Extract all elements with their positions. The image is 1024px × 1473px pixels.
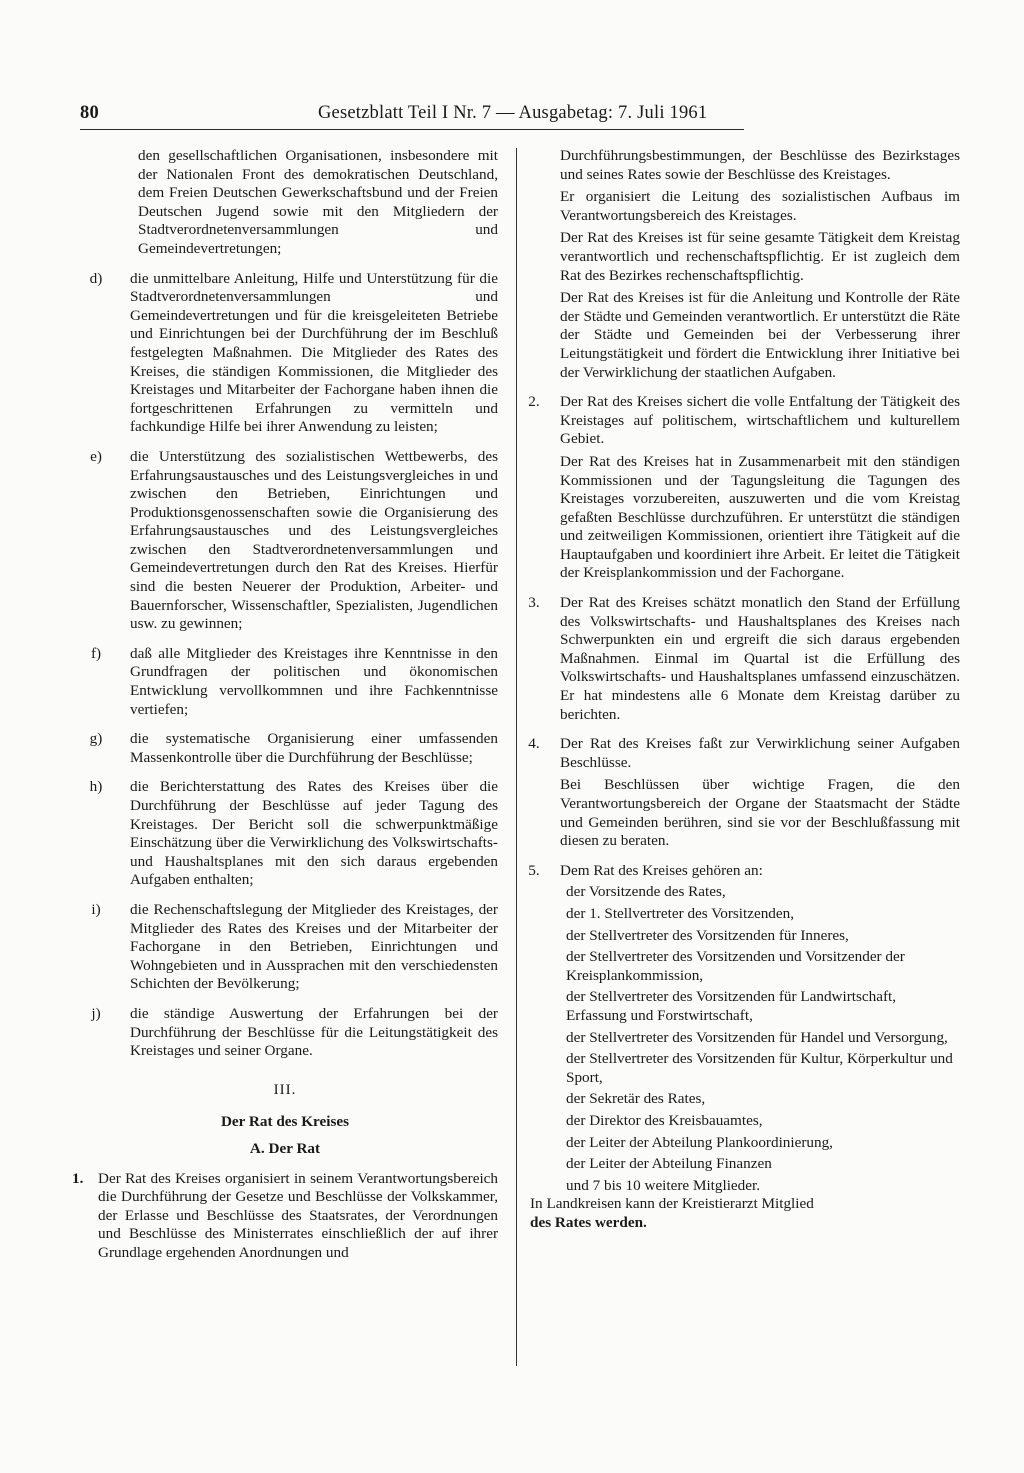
list-label: h): [89, 778, 103, 796]
continuation-paragraph: Der Rat des Kreises ist für seine gesamte Tätigkeit dem Kreistag verantwortlich und rechenschaftspflichtig. Er ist zugleich dem Rat des Bezirkes rechenschaftspflichtig.: [560, 229, 960, 284]
continuation-paragraph: Der Rat des Kreises ist für die Anleitung und Kontrolle der Räte der Städte und Gemeinden verantwortlich. Er unterstützt die Räte der Städte und Gemeinden bei der Verbesserung ihrer Leitungstätigkeit und fördert die Entwicklung ihrer Initiative bei der Verwirklichung der staatlichen Aufgaben.: [560, 289, 960, 381]
intro-paragraph: den gesellschaftlichen Organisationen, insbesondere mit der Nationalen Front des demokratischen Deutschland, dem Freien Deutschen Gewerkschaftsbund und der Freien Deutschen Jugend sowie mit den Mitgliedern der Stadtverordnetenversammlungen und Gemeindevertretungen;: [138, 147, 498, 257]
member-entry: der Vorsitzende des Rates,: [566, 883, 726, 901]
list-text: die ständige Auswertung der Erfahrungen bei der Durchführung der Beschlüsse für die Leitungstätigkeit des Kreistages und seiner Organe.: [130, 1004, 498, 1060]
list-text: daß alle Mitglieder des Kreistages ihre Kenntnisse in den Grundfragen der politischen und ökonomischen Entwicklung vervollkommnen und ihre Fachkenntnisse vertiefen;: [130, 644, 498, 718]
member-entry: und 7 bis 10 weitere Mitglieder.: [566, 1176, 761, 1194]
numbered-paragraph: [530, 862, 960, 881]
closing-note-end: des Rates werden.: [530, 1213, 647, 1231]
list-label: i): [91, 900, 101, 918]
list-text: die systematische Organisierung einer umfassenden Massenkontrolle über die Durchführung der Beschlüsse;: [130, 730, 498, 766]
header-rule: [80, 129, 744, 130]
paragraph-text: Der Rat des Kreises hat in Zusammenarbeit mit den ständigen Kommissionen und der Tagungsleitung die Tagungen des Kreistages vorzubereiten, auszuwerten und die vom Kreistag gefaßten Beschlüsse durchzuführen. Er unterstützt die ständigen und zeitweiligen Kommissionen, orientiert ihre Tätigkeit auf die Hauptaufgaben und koordiniert ihre Arbeit. Er leitet die Tätigkeit der Kreisplankommission und der Fachorgane.: [560, 452, 960, 582]
list-label: f): [90, 644, 102, 662]
list-label: j): [91, 1004, 101, 1022]
paragraph-text: Der Rat des Kreises sichert die volle Entfaltung der Tätigkeit des Kreistages auf politischem, wirtschaftlichem und kulturellem Gebiet.: [560, 393, 960, 448]
paragraph-number: 1.: [72, 1169, 84, 1187]
section-title: Der Rat des Kreises: [220, 1113, 350, 1131]
member-entry: der Stellvertreter des Vorsitzenden für Handel und Versorgung,: [566, 1028, 948, 1046]
running-header: Gesetzblatt Teil I Nr. 7 — Ausgabetag: 7. Juli 1961: [318, 103, 708, 123]
list-text: die Unterstützung des sozialistischen Wettbewerbs, des Erfahrungsaustausches und des Leistungsvergleiches in und zwischen den Betrieben, Einrichtungen und Produktionsgenossenschaften sowie die Organisierung des Erfahrungsaustausches und des Leistungsvergleiches zwischen den Stadtverordnetenversammlungen und Gemeindevertretungen durch den Rat des Kreises. Hierfür sind die besten Neuerer der Produktion, Arbeiter- und Bauernforscher, Wissenschaftler, Spezialisten, Jugendlichen usw. zu gewinnen;: [130, 447, 498, 633]
members-list: [566, 883, 960, 1195]
paragraph-text: Dem Rat des Kreises gehören an:: [560, 861, 763, 879]
list-item: [72, 270, 498, 437]
list-label: e): [90, 447, 102, 465]
numbered-paragraph: [72, 1170, 498, 1263]
member-entry: der Stellvertreter des Vorsitzenden und Vorsitzender der Kreisplankommission,: [566, 948, 905, 984]
list-item: [72, 901, 498, 994]
section-number: III.: [273, 1081, 297, 1098]
member-entry: der Sekretär des Rates,: [566, 1090, 706, 1108]
paragraph-number: 5.: [528, 861, 540, 879]
paragraph-text: Bei Beschlüssen über wichtige Fragen, die den Verantwortungsbereich der Organe der Staatsmacht der Städte und Gemeinden berühren, sind sie vor der Beschlußfassung mit diesen zu beraten.: [560, 776, 960, 850]
paragraph-text: Der Rat des Kreises schätzt monatlich den Stand der Erfüllung des Volkswirtschafts- und Haushaltsplanes des Kreises nach Schwerpunkten ein und ergreift die sich daraus ergebenden Maßnahmen. Einmal im Quartal ist die Erfüllung des Volkswirtschafts- und Haushaltsplanes umfassend einzuschätzen. Er hat mindestens alle 6 Monate dem Kreistag darüber zu berichten.: [560, 594, 960, 723]
list-item: [72, 645, 498, 719]
continuation-paragraph: Er organisiert die Leitung des sozialistischen Aufbaus im Verantwortungsbereich des Kreistages.: [560, 188, 960, 224]
paragraph-text: Der Rat des Kreises faßt zur Verwirklichung seiner Aufgaben Beschlüsse.: [560, 735, 960, 771]
right-column: [530, 147, 960, 1232]
list-text: die Berichterstattung des Rates des Kreises über die Durchführung der Beschlüsse auf jeder Tagung des Kreistages. Der Bericht soll die schwerpunktmäßige Einschätzung über die Verwirklichung des Volkswirtschafts- und Haushaltsplanes mit den sich daraus ergebenden Aufgaben enthalten;: [130, 778, 498, 889]
left-column: [72, 147, 498, 1262]
list-item: [72, 1005, 498, 1061]
list-label: g): [89, 730, 103, 748]
column-divider: [516, 148, 517, 1366]
page-number: 80: [80, 103, 99, 123]
paragraph-number: 3.: [528, 594, 540, 612]
continuation-paragraph: Durchführungsbestimmungen, der Beschlüsse des Bezirkstages und seines Rates sowie der Beschlüsse des Kreistages.: [560, 147, 960, 183]
member-entry: der Stellvertreter des Vorsitzenden für Inneres,: [566, 926, 849, 944]
member-entry: der Stellvertreter des Vorsitzenden für Kultur, Körperkultur und Sport,: [566, 1050, 953, 1086]
member-entry: der Direktor des Kreisbauamtes,: [566, 1111, 763, 1129]
subsection-title: A. Der Rat: [249, 1139, 321, 1157]
closing-note-start: In Landkreisen kann der Kreistierarzt Mitglied: [530, 1195, 814, 1213]
paragraph-text: Der Rat des Kreises organisiert in seinem Verantwortungsbereich die Durchführung der Gesetze und Beschlüsse der Volkskammer, der Erlasse und Beschlüsse des Staatsrates, der Verordnungen und Beschlüsse des Ministerrates einschließlich der auf ihrer Grundlage ergehenden Anordnungen und: [98, 1169, 498, 1261]
numbered-paragraph: [530, 393, 960, 449]
closing-note: [530, 1195, 960, 1232]
list-label: d): [89, 269, 103, 287]
numbered-paragraph: [530, 735, 960, 772]
list-item: [72, 448, 498, 634]
member-entry: der Stellvertreter des Vorsitzenden für Landwirtschaft, Erfassung und Forstwirtschaft,: [566, 988, 897, 1024]
list-item: [72, 778, 498, 890]
member-entry: der Leiter der Abteilung Plankoordinierung,: [566, 1133, 833, 1151]
member-entry: der 1. Stellvertreter des Vorsitzenden,: [566, 904, 795, 922]
list-text: die Rechenschaftslegung der Mitglieder des Kreistages, der Mitglieder des Rates des Kreises und der Mitarbeiter der Fachorgane in den Betrieben, Einrichtungen und Wohngebieten und in Aussprachen mit den verschiedensten Schichten der Bevölkerung;: [130, 900, 498, 993]
numbered-paragraph: [530, 594, 960, 724]
paragraph-number: 4.: [528, 735, 540, 753]
list-item: [72, 730, 498, 767]
paragraph-number: 2.: [528, 393, 540, 411]
list-text: die unmittelbare Anleitung, Hilfe und Unterstützung für die Stadtverordnetenversammlungen und Gemeindevertretungen und für die kreisgeleiteten Betriebe und Einrichtungen bei der Durchführung der im Beschluß festgelegten Maßnahmen. Die Mitglieder des Rates des Kreises, die ständigen Kommissionen, die Mitglieder des Kreistages und Mitarbeiter der Fachorgane haben ihnen die fortgeschrittenen Erfahrungen zu vermitteln und fachkundige Hilfe bei ihrer Anwendung zu leisten;: [130, 269, 498, 436]
member-entry: der Leiter der Abteilung Finanzen: [566, 1155, 772, 1173]
